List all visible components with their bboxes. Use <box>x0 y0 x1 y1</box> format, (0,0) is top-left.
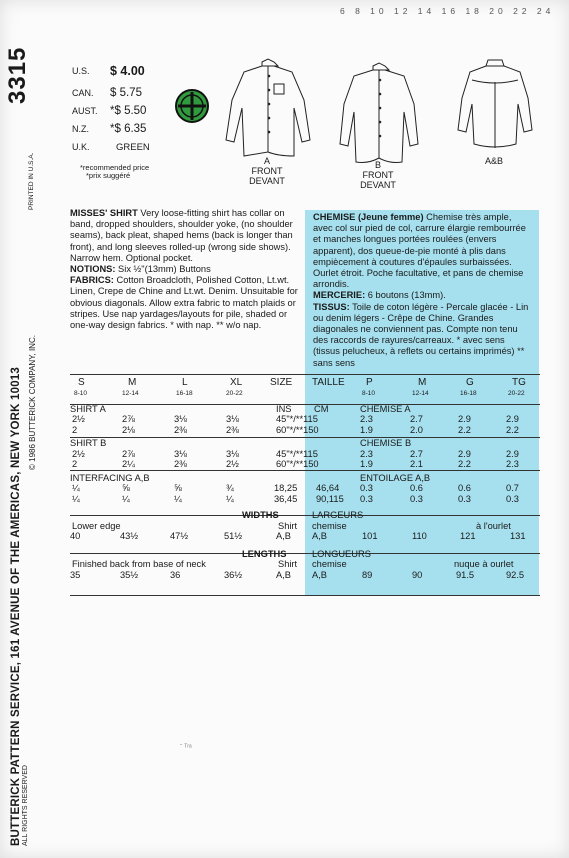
price-label: CAN. <box>72 88 94 98</box>
unit-label: INS <box>276 403 292 414</box>
price-label: N.Z. <box>72 124 89 134</box>
figure-b-devant: DEVANT <box>360 180 396 190</box>
sub-label-fr: chemise <box>312 559 347 569</box>
header-cell: TG <box>512 377 526 388</box>
copyright-notice: © 1986 BUTTERICK COMPANY, INC. <box>28 335 37 470</box>
cell: 43½ <box>120 531 139 541</box>
cell: 2.9 <box>506 414 519 424</box>
divider <box>70 595 540 596</box>
subheader-cell: 8-10 <box>74 389 88 397</box>
cell: ¼ <box>72 493 80 504</box>
cell: 2⅞ <box>122 448 135 459</box>
lengths-sub-row <box>70 559 540 570</box>
cell: 2.2 <box>458 459 471 469</box>
header-cell: M <box>128 377 137 388</box>
cell: 1.9 <box>360 459 373 469</box>
subheader-cell: 20-22 <box>508 389 525 397</box>
section-label-fr: ENTOILAGE A,B <box>360 472 431 483</box>
cell: 3⅛ <box>226 414 239 424</box>
cell: 0.6 <box>458 483 471 493</box>
cell: 2.9 <box>458 448 471 459</box>
header-cell: P <box>366 377 373 388</box>
price-note <box>80 164 149 180</box>
lengths-heading-row <box>70 549 540 560</box>
table-header-row <box>70 377 540 388</box>
figure-a-letter: A <box>263 156 270 166</box>
cell: 51½ <box>224 531 243 541</box>
price-row-uk <box>72 138 150 156</box>
widths-sub-row <box>70 521 540 532</box>
cell: 3⅛ <box>174 448 187 459</box>
price-row-aust <box>72 102 150 120</box>
price-value: *$ 5.50 <box>110 105 147 117</box>
cell: 2.7 <box>410 414 423 424</box>
cell: 60"*/**150 <box>276 459 319 469</box>
fabrics-text: Cotton Broadcloth, Polished Cotton, Lt.wt. Linen, Crepe de Chine and Lt.wt. Denim. Unsuitable for obvious diagonals. Allow extra fabric to match plaids or stripes. Use nap yardages/layouts for pile, shaded or one-way design fabrics. * with nap. ** w/o nap. <box>70 275 298 331</box>
subheader-cell: 12-14 <box>122 389 139 397</box>
table-row <box>70 449 540 460</box>
yardage-table <box>70 377 540 580</box>
cell: 2⅜ <box>226 424 239 435</box>
widths-heading-row <box>70 510 540 521</box>
french-title: CHEMISE (Jeune femme) <box>313 212 424 222</box>
mercerie-label: MERCERIE: <box>313 290 366 301</box>
figure-a-front: FRONT <box>251 166 283 176</box>
cell: 18,25 <box>274 483 298 493</box>
price-list <box>72 62 150 156</box>
french-body: Chemise très ample, avec col sur pied de col, carrure élargie rembourrée et manches longues portées roulées (envers apparent), dos queue-de-pie monté à plis dans empiècement à coutures d'épaules surbaissées. Ourlet étroit. Poche facultative, et pans de chemise arrondis. <box>313 212 526 290</box>
cell: ¼ <box>122 493 130 504</box>
figure-a-caption <box>247 156 287 186</box>
fold-mark: ˉ ᵀʳᵃ <box>180 744 192 751</box>
cell: ¾ <box>226 483 234 493</box>
cell: 2.3 <box>506 459 519 469</box>
cell: 89 <box>362 569 373 580</box>
section-label: INTERFACING A,B <box>70 472 150 483</box>
cell: 90,115 <box>316 493 344 504</box>
subheader-cell: 16-18 <box>460 389 477 397</box>
cell: 2½ <box>226 459 239 469</box>
table-row <box>70 494 540 505</box>
table-row <box>70 531 540 542</box>
price-label: AUST. <box>72 106 98 116</box>
shirt-back-sketch <box>454 56 536 152</box>
header-cell: M <box>418 377 427 388</box>
table-subheader-row <box>70 388 540 401</box>
cell: 2.9 <box>458 414 471 424</box>
table-row <box>70 459 540 470</box>
shirt-b-heading-row <box>70 438 540 449</box>
price-value: GREEN <box>116 141 150 153</box>
cell: 0.7 <box>506 483 519 493</box>
price-row-can <box>72 84 150 102</box>
fabrics-label: FABRICS: <box>70 275 114 286</box>
tissus-text: Toile de coton légère - Percale glacée - Lin ou denim légers - Crêpe de Chine. Grandes diagonales ne conviennent pas. Compte non tenu des raccords de rayures/carreaux. * avec sens (tissus pelucheux, à reflets ou certains imprimés) ** sans sens <box>313 301 529 368</box>
header-cell: XL <box>230 377 243 388</box>
header-cell: L <box>182 377 188 388</box>
cell: A,B <box>312 569 327 580</box>
english-title: MISSES' SHIRT <box>70 208 138 218</box>
price-value: $ 5.75 <box>110 87 142 99</box>
row-label-fr: nuque à ourlet <box>454 559 514 569</box>
figure-b-letter: B <box>374 160 381 170</box>
cell: ¼ <box>226 493 234 504</box>
cell: 0.3 <box>360 493 373 504</box>
green-price-symbol-icon <box>174 88 210 124</box>
cell: 91.5 <box>456 569 475 580</box>
section-label: WIDTHS <box>242 510 279 520</box>
figure-b-front: FRONT <box>362 170 394 180</box>
figure-b-caption <box>358 160 398 190</box>
sub-label-fr: chemise <box>312 520 347 531</box>
figure-ab-label: A&B <box>484 156 503 166</box>
shirt-a-front-sketch <box>222 56 314 160</box>
cell: 2.1 <box>410 459 423 469</box>
cell: 121 <box>460 531 476 541</box>
table-row <box>70 414 540 425</box>
cell: 2½ <box>72 448 85 459</box>
row-label: Lower edge <box>72 520 121 531</box>
cell: 45"*/**115 <box>276 414 318 424</box>
cell: 131 <box>510 531 526 541</box>
price-value: *$ 6.35 <box>110 123 147 135</box>
section-label: LENGTHS <box>242 548 287 559</box>
cell: 110 <box>412 531 427 541</box>
cell: 92.5 <box>506 569 525 580</box>
cell: 2.0 <box>410 424 423 435</box>
cell: 60"*/**150 <box>276 424 319 435</box>
table-row <box>70 570 540 581</box>
cell: 2.7 <box>410 448 423 459</box>
cell: 2¼ <box>122 459 135 469</box>
notions-label: NOTIONS: <box>70 264 116 275</box>
cell: 0.3 <box>506 493 519 504</box>
section-label: SHIRT B <box>70 438 107 448</box>
section-label-fr: LARGEURS <box>312 510 364 520</box>
cell: 3⅛ <box>174 414 187 424</box>
subheader-cell: 12-14 <box>412 389 429 397</box>
cell: 0.3 <box>458 493 471 504</box>
price-row-nz <box>72 120 150 138</box>
price-label: U.S. <box>72 66 90 76</box>
cell: 36 <box>170 569 181 580</box>
cell: 35½ <box>120 569 139 580</box>
french-description <box>305 210 539 373</box>
notions-text: Six ½"(13mm) Buttons <box>118 264 211 275</box>
figure-a-devant: DEVANT <box>249 176 285 186</box>
cell: 2.2 <box>458 424 471 435</box>
printed-notice: PRINTED IN U.S.A. <box>28 152 35 210</box>
table-row <box>70 425 540 436</box>
cell: ¼ <box>72 483 80 493</box>
cell: 45"*/**115 <box>276 448 318 459</box>
price-note-fr: *prix suggéré <box>86 171 131 180</box>
price-note-en: *recommended price <box>80 163 150 172</box>
sub-label: Shirt <box>278 559 298 569</box>
english-body: Very loose-fitting shirt has collar on band, dropped shoulders, shoulder yoke, (no shoulder seams), back pleat, shaped hems (back is longer than front), and long sleeves rolled-up (wrong side shows). Narrow hem. Optional pocket. <box>70 208 293 263</box>
section-label: SHIRT A <box>70 403 106 414</box>
cell: 0.3 <box>360 483 373 493</box>
header-cell: SIZE <box>270 377 293 388</box>
shirt-a-heading-row <box>70 404 540 415</box>
subheader-cell: 20-22 <box>226 389 243 397</box>
cell: A,B <box>276 569 291 580</box>
cell: 90 <box>412 569 423 580</box>
sub-label: Shirt <box>278 520 298 531</box>
cell: ⅝ <box>122 483 130 493</box>
interfacing-heading-row <box>70 473 540 484</box>
cell: 2½ <box>72 414 85 424</box>
cell: 2.9 <box>506 448 519 459</box>
english-description <box>70 208 300 331</box>
cell: 101 <box>362 531 378 541</box>
cell: 2.3 <box>360 414 373 424</box>
price-label: U.K. <box>72 142 90 152</box>
cell: 2⅜ <box>174 459 187 469</box>
table-row <box>70 483 540 494</box>
tissus-label: TISSUS: <box>313 301 350 312</box>
divider <box>70 374 540 375</box>
pattern-number: 3315 <box>4 46 31 104</box>
row-label-fr: à l'ourlet <box>476 520 511 531</box>
cell: 2.3 <box>360 448 373 459</box>
top-size-strip: 6 8 10 12 14 16 18 20 22 24 <box>340 6 555 16</box>
header-cell: S <box>78 377 85 388</box>
shirt-b-front-sketch <box>334 60 424 166</box>
cell: 3⅛ <box>226 448 239 459</box>
mercerie-text: 6 boutons (13mm). <box>367 290 446 301</box>
cell: 36,45 <box>274 493 298 504</box>
cell: 0.6 <box>410 483 423 493</box>
cell: ¼ <box>174 493 182 504</box>
publisher-address: BUTTERICK PATTERN SERVICE, 161 AVENUE OF THE AMERICAS, NEW YORK 10013 <box>10 367 22 846</box>
cell: A,B <box>312 531 327 541</box>
cell: ⅝ <box>174 483 182 493</box>
cell: 46,64 <box>316 483 340 493</box>
cell: 2⅛ <box>122 424 135 435</box>
cell: 2 <box>72 424 78 435</box>
cell: 36½ <box>224 569 243 580</box>
cell: 1.9 <box>360 424 373 435</box>
subheader-cell: 16-18 <box>176 389 193 397</box>
cell: 40 <box>70 531 81 541</box>
cell: 2⅜ <box>174 424 187 435</box>
rights-notice: ALL RIGHTS RESERVED <box>22 765 29 846</box>
section-label-fr: CHEMISE A <box>360 403 411 414</box>
price-row-us <box>72 62 150 80</box>
section-label-fr: CHEMISE B <box>360 438 412 448</box>
header-cell: G <box>466 377 474 388</box>
row-label: Finished back from base of neck <box>72 559 206 569</box>
section-label-fr: LONGUEURS <box>312 548 371 559</box>
cell: A,B <box>276 531 291 541</box>
cell: 47½ <box>170 531 189 541</box>
figure-ab-caption <box>474 156 514 166</box>
cell: 2.2 <box>506 424 519 435</box>
subheader-cell: 8-10 <box>362 389 376 397</box>
cell: 35 <box>70 569 81 580</box>
cell: 2 <box>72 459 78 469</box>
unit-label: CM <box>314 403 329 414</box>
price-value: $ 4.00 <box>110 64 145 78</box>
cell: 0.3 <box>410 493 423 504</box>
header-cell: TAILLE <box>312 377 345 388</box>
cell: 2⅞ <box>122 414 135 424</box>
